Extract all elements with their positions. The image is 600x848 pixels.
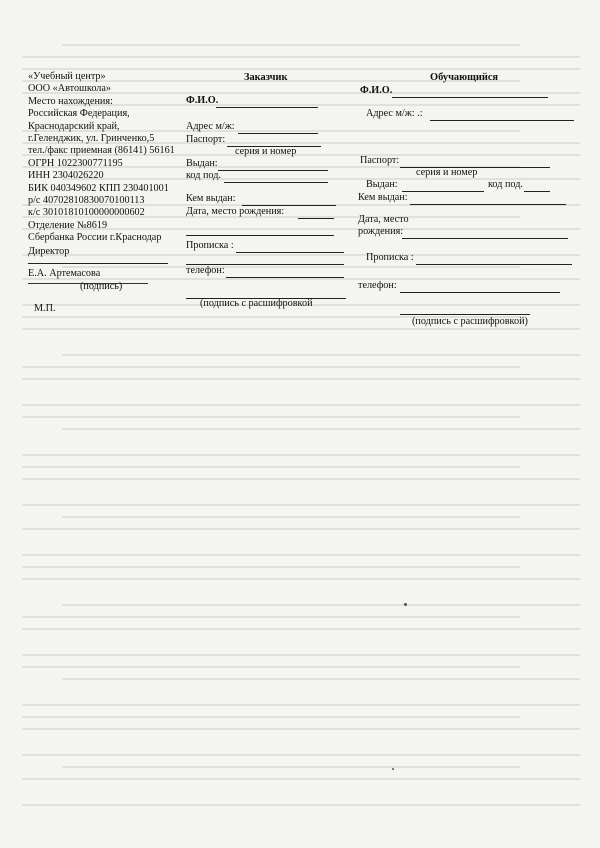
student-passport-label: Паспорт: — [360, 155, 400, 166]
customer-passport-label: Паспорт: — [186, 134, 226, 145]
customer-birth-field-line2[interactable] — [186, 224, 334, 236]
paper-speck — [404, 603, 407, 606]
student-address-label: Адрес м/ж: .: — [366, 108, 423, 119]
student-phone-label: телефон: — [358, 280, 397, 291]
customer-passport-caption: серия и номер — [235, 146, 297, 157]
bleed-line — [22, 404, 580, 406]
student-unit-code-label: код под. — [488, 179, 523, 190]
customer-issued-by-label: Кем выдан: — [186, 193, 236, 204]
bleed-line — [22, 566, 520, 568]
customer-birth-field[interactable] — [298, 207, 334, 219]
bleed-line — [22, 716, 520, 718]
school-line: ООО «Автошкола» — [28, 83, 111, 95]
school-line: БИК 040349602 КПП 230401001 — [28, 182, 169, 194]
bleed-line — [62, 766, 520, 768]
bleed-line — [22, 754, 580, 756]
student-birth-field[interactable] — [402, 227, 568, 239]
bleed-line — [22, 654, 580, 656]
customer-header: Заказчик — [244, 72, 288, 83]
school-line: р/с 40702810830070100113 — [28, 194, 145, 206]
student-fio-label: Ф.И.О. — [360, 85, 393, 96]
paper-speck — [392, 768, 394, 770]
bleed-line — [22, 454, 580, 456]
director-signature-line[interactable] — [28, 252, 168, 264]
customer-phone-field[interactable] — [226, 266, 344, 278]
customer-registration-field-line2[interactable] — [186, 253, 344, 265]
bleed-line — [22, 616, 520, 618]
director-name: Е.А. Артемасова — [28, 268, 101, 279]
student-address-field[interactable] — [430, 109, 574, 121]
student-issued-by-field[interactable] — [410, 193, 566, 205]
student-header: Обучающийся — [430, 72, 499, 83]
school-line: Отделение №8619 — [28, 219, 108, 231]
student-registration-label: Прописка : — [366, 252, 414, 263]
bleed-line — [22, 554, 580, 556]
bleed-line — [22, 328, 580, 330]
customer-unit-code-field[interactable] — [224, 171, 328, 183]
school-line: «Учебный центр» — [28, 71, 106, 82]
school-line: г.Геленджик, ул. Гринченко,5 — [28, 132, 155, 144]
bleed-line — [62, 516, 520, 518]
student-birth-label-2: рождения: — [358, 226, 404, 237]
bleed-line — [22, 504, 580, 506]
bleed-line — [22, 378, 580, 380]
customer-issued-label: Выдан: — [186, 158, 218, 169]
customer-issued-field[interactable] — [218, 159, 328, 171]
student-signature-line[interactable] — [400, 303, 530, 315]
school-line: Сбербанка России г.Краснодар — [28, 232, 162, 244]
school-line: ОГРН 1022300771195 — [28, 157, 123, 169]
student-phone-field[interactable] — [400, 281, 560, 293]
customer-unit-code-label: код под. — [186, 170, 221, 181]
customer-signature-caption: (подпись с расшифровкой — [200, 298, 313, 309]
bleed-line — [62, 604, 580, 606]
bleed-line — [22, 366, 520, 368]
bleed-line — [22, 68, 580, 70]
school-requisites — [28, 71, 198, 244]
customer-registration-field[interactable] — [236, 241, 344, 253]
bleed-line — [22, 804, 580, 806]
bleed-line — [22, 478, 580, 480]
customer-address-label: Адрес м/ж: — [186, 121, 235, 132]
bleed-line — [22, 528, 580, 530]
bleed-line — [22, 704, 580, 706]
student-issued-label: Выдан: — [366, 179, 398, 190]
school-line: Краснодарский край, — [28, 120, 120, 132]
bleed-line — [62, 678, 580, 680]
bleed-line — [22, 728, 580, 730]
director-signature-caption: (подпись) — [80, 281, 123, 292]
student-birth-label-1: Дата, место — [358, 214, 409, 225]
school-line: Российская Федерация, — [28, 108, 130, 120]
school-line: к/с 30101810100000000602 — [28, 207, 145, 219]
bleed-line — [22, 466, 520, 468]
customer-fio-label: Ф.И.О. — [186, 95, 219, 106]
bleed-line — [22, 416, 520, 418]
student-unit-code-field[interactable] — [524, 180, 550, 192]
school-line: Место нахождения: — [28, 95, 113, 107]
bleed-line — [22, 56, 580, 58]
student-passport-caption: серия и номер — [416, 167, 478, 178]
customer-issued-by-field[interactable] — [242, 194, 336, 206]
bleed-line — [22, 778, 580, 780]
school-line: ИНН 2304026220 — [28, 170, 104, 182]
student-issued-by-label: Кем выдан: — [358, 192, 408, 203]
customer-phone-label: телефон: — [186, 265, 225, 276]
student-registration-field[interactable] — [416, 253, 572, 265]
customer-registration-label: Прописка : — [186, 240, 234, 251]
bleed-line — [22, 666, 520, 668]
student-signature-caption: (подпись с расшифровкой) — [412, 316, 528, 327]
bleed-line — [62, 428, 580, 430]
bleed-line — [22, 628, 580, 630]
student-fio-field[interactable] — [392, 86, 548, 98]
stamp-label: М.П. — [34, 303, 56, 314]
student-issued-field[interactable] — [402, 180, 484, 192]
customer-address-field[interactable] — [238, 122, 318, 134]
school-line: тел./факс приемная (86141) 56161 — [28, 145, 175, 157]
director-label: Директор — [28, 246, 70, 257]
customer-birth-label: Дата, место рождения: — [186, 206, 285, 217]
bleed-line — [62, 354, 580, 356]
bleed-line — [22, 578, 580, 580]
bleed-line — [62, 44, 520, 46]
customer-fio-field[interactable] — [216, 96, 318, 108]
